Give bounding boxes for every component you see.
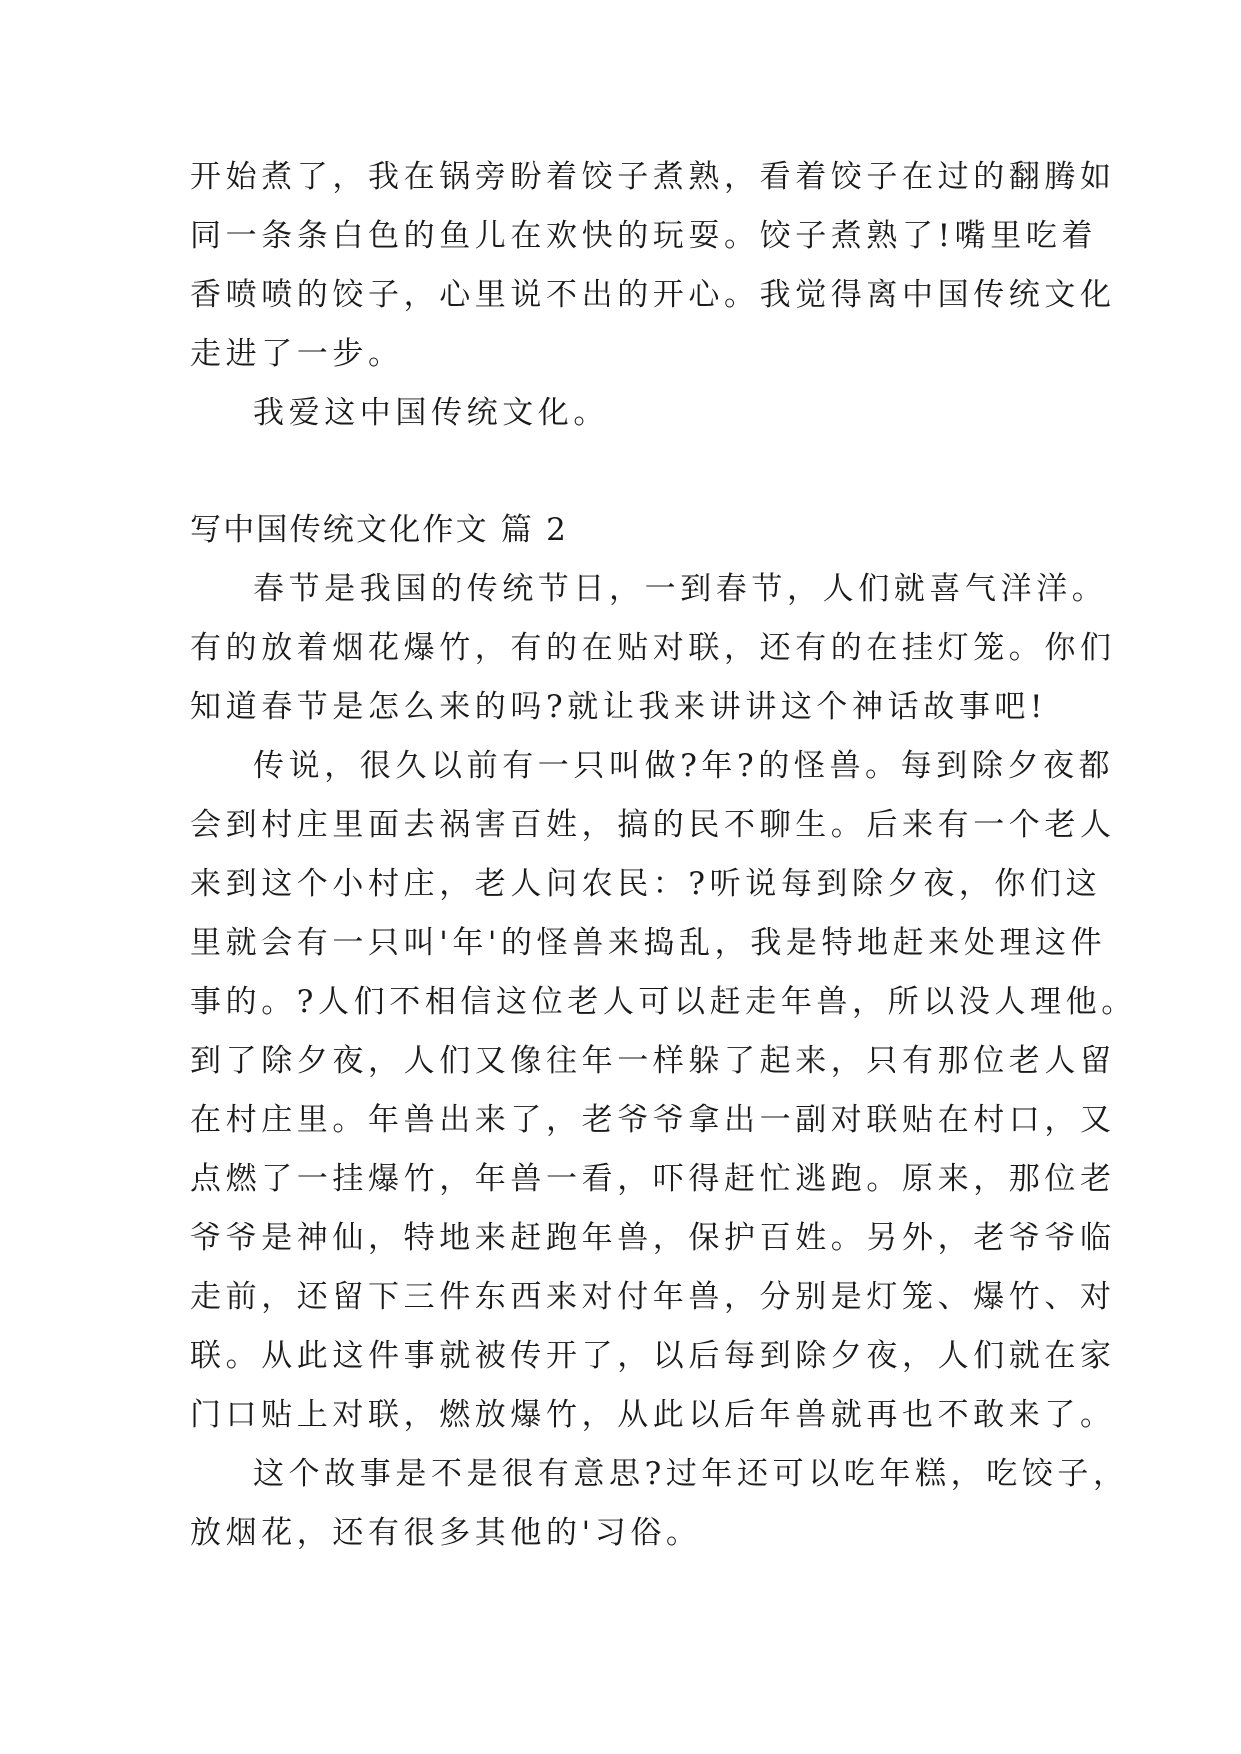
continued-paragraph-line: 走进了一步。 bbox=[190, 336, 404, 372]
paragraph-2-line: 到了除夕夜，人们又像往年一样躲了起来，只有那位老人留 bbox=[190, 1043, 1116, 1079]
paragraph-3-line: 放烟花，还有很多其他的'习俗。 bbox=[190, 1515, 702, 1551]
closing-line: 我爱这中国传统文化。 bbox=[253, 395, 609, 431]
paragraph-2-line: 来到这个小村庄，老人问农民：?听说每到除夕夜，你们这 bbox=[190, 866, 1102, 902]
continued-paragraph-line: 香喷喷的饺子，心里说不出的开心。我觉得离中国传统文化 bbox=[190, 277, 1116, 313]
continued-paragraph-line: 开始煮了，我在锅旁盼着饺子煮熟，看着饺子在过的翻腾如 bbox=[190, 159, 1116, 195]
paragraph-2-line: 传说，很久以前有一只叫做?年?的怪兽。每到除夕夜都 bbox=[253, 748, 1115, 784]
paragraph-2-line: 事的。?人们不相信这位老人可以赶走年兽，所以没人理他。 bbox=[190, 984, 1137, 1020]
section-title: 写中国传统文化作文 篇 2 bbox=[190, 512, 569, 548]
paragraph-1-line: 知道春节是怎么来的吗?就让我来讲讲这个神话故事吧! bbox=[190, 689, 1048, 725]
paragraph-1-line: 有的放着烟花爆竹，有的在贴对联，还有的在挂灯笼。你们 bbox=[190, 630, 1116, 666]
paragraph-2-line: 走前，还留下三件东西来对付年兽，分别是灯笼、爆竹、对 bbox=[190, 1279, 1116, 1315]
paragraph-2-line: 在村庄里。年兽出来了，老爷爷拿出一副对联贴在村口，又 bbox=[190, 1102, 1116, 1138]
paragraph-2-line: 会到村庄里面去祸害百姓，搞的民不聊生。后来有一个老人 bbox=[190, 807, 1116, 843]
paragraph-2-line: 联。从此这件事就被传开了，以后每到除夕夜，人们就在家 bbox=[190, 1338, 1116, 1374]
paragraph-2-line: 点燃了一挂爆竹，年兽一看，吓得赶忙逃跑。原来，那位老 bbox=[190, 1161, 1116, 1197]
paragraph-2-line: 门口贴上对联，燃放爆竹，从此以后年兽就再也不敢来了。 bbox=[190, 1397, 1116, 1433]
paragraph-2-line: 里就会有一只叫'年'的怪兽来捣乱，我是特地赶来处理这件 bbox=[190, 925, 1107, 961]
paragraph-1-line: 春节是我国的传统节日，一到春节，人们就喜气洋洋。 bbox=[253, 571, 1108, 607]
paragraph-2-line: 爷爷是神仙，特地来赶跑年兽，保护百姓。另外，老爷爷临 bbox=[190, 1220, 1116, 1256]
paragraph-3-line: 这个故事是不是很有意思?过年还可以吃年糕，吃饺子， bbox=[253, 1456, 1129, 1492]
continued-paragraph-line: 同一条条白色的鱼儿在欢快的玩耍。饺子煮熟了!嘴里吃着 bbox=[190, 218, 1098, 254]
